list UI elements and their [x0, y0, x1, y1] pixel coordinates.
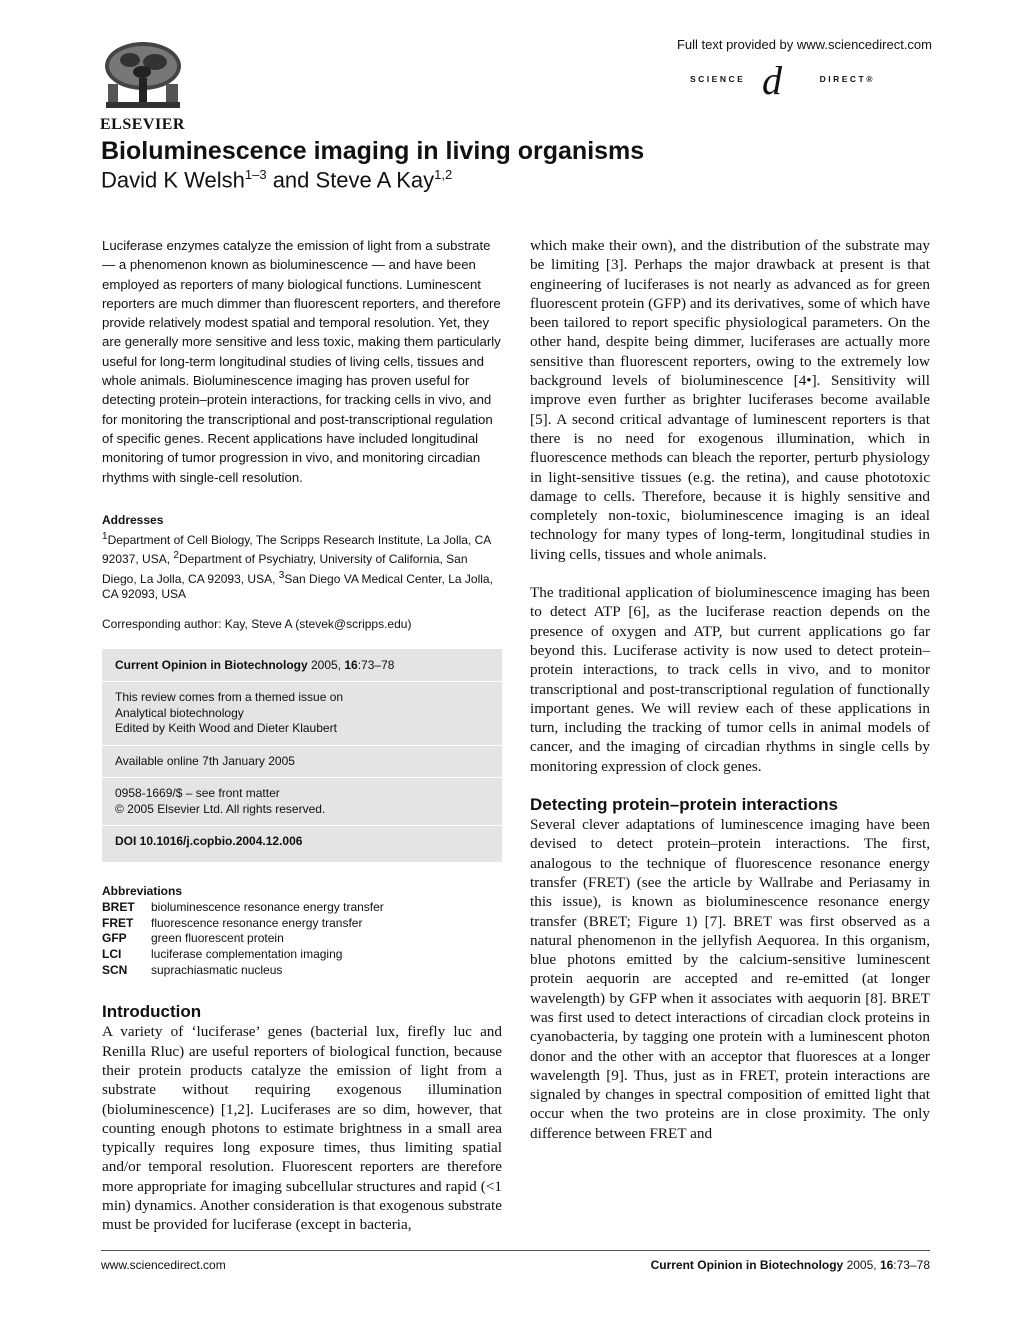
article-title: Bioluminescence imaging in living organisms	[101, 137, 645, 165]
abbreviation-row	[102, 963, 384, 979]
editors-line: Edited by Keith Wood and Dieter Klaubert	[115, 721, 337, 736]
abbreviations-heading: Abbreviations	[102, 883, 183, 898]
sciencedirect-logo[interactable]	[690, 58, 875, 103]
section-paragraph: Several clever adaptations of luminescence imaging have been devised to detect protein–protein interactions. The first, analogous to the technique of fluorescence resonance energy transfer (FRET) (see the article by Wallrabe and Periasamy in this issue), is known as bioluminescence resonance energy transfer (BRET; Figure 1) [7]. BRET was first observed as a natural phenomenon in the jellyfish Aequorea. In this organism, blue photons emitted by the calcium-sensitive luminescent protein aequorin are accepted and re-emitted (at longer wavelength) by GFP when it associates with aequorin [8]. BRET was first used to detect interactions of circadian clock proteins in cyanobacteria, by tagging one protein with a luminescent photon donor and the other with an acceptor that fluoresces at a longer wavelength [9]. Thus, just as in FRET, protein interactions are signaled by changes in spectral composition of emitted light that occur when the two proteins are in close proximity. The only difference between FRET and	[530, 816, 930, 1142]
address-sup: 1	[102, 530, 108, 542]
sd-logo-left: SCIENCE	[690, 74, 746, 84]
doi-line[interactable]: DOI 10.1016/j.copbio.2004.12.006	[115, 834, 303, 849]
corresponding-author: Corresponding author: Kay, Steve A (stevek@scripps.edu)	[102, 616, 412, 631]
address-sup: 3	[278, 569, 285, 581]
divider	[102, 681, 502, 682]
author-name: David K Welsh	[101, 167, 245, 193]
abbreviation-definition: green fluorescent protein	[151, 931, 284, 946]
section-heading: Detecting protein–protein interactions	[530, 795, 838, 815]
introduction-heading: Introduction	[102, 1002, 202, 1022]
abbreviation: GFP	[102, 931, 127, 946]
copyright-line: © 2005 Elsevier Ltd. All rights reserved.	[115, 801, 326, 816]
abbreviation-row	[102, 916, 384, 932]
footer-year: 2005,	[843, 1258, 880, 1272]
abstract: Luciferase enzymes catalyze the emission of light from a substrate — a phenomenon known as bioluminescence — and have been employed as reporters of many biological functions. Luminescent reporters are much dimmer than fluorescent reporters, and therefore provide relatively modest spatial and temporal resolution. Yet, they are generally more sensitive and less toxic, making them particularly useful for long-term longitudinal studies of living cells, tissues and whole animals. Bioluminescence imaging has proven useful for detecting protein–protein interactions, for tracking cells in vivo, and for monitoring the transcriptional and post-transcriptional regulation of specific genes. Recent applications have included longitudinal monitoring of tumor progression in vivo, and monitoring circadian rhythms with single-cell resolution.	[102, 238, 501, 485]
author-name: Steve A Kay	[315, 167, 435, 193]
abbreviation-row	[102, 900, 384, 916]
abbreviation: BRET	[102, 899, 135, 914]
abbreviation-row	[102, 947, 384, 963]
address-text: Department of Psychiatry, University of California, San Diego, La Jolla, CA 92093, USA,	[102, 552, 468, 586]
themed-issue-line: This review comes from a themed issue on	[115, 690, 344, 705]
author-line	[101, 167, 452, 193]
issn-line: 0958-1669/$ – see front matter	[115, 786, 280, 801]
fulltext-notice[interactable]: Full text provided by www.sciencedirect.com	[676, 37, 932, 52]
abbreviation-definition: luciferase complementation imaging	[151, 946, 343, 961]
tree-emblem-icon	[100, 40, 186, 112]
elsevier-logo	[100, 40, 186, 134]
sd-logo-mark: d	[762, 58, 782, 103]
abbreviation-row	[102, 931, 384, 947]
abbreviation: LCI	[102, 946, 122, 961]
author-affiliation-sup: 1–3	[244, 167, 267, 182]
journal-year: 2005,	[307, 657, 345, 672]
author-separator: and	[266, 167, 316, 193]
themed-issue-name: Analytical biotechnology	[115, 705, 244, 720]
publisher-name: ELSEVIER	[100, 116, 185, 133]
footer-rule	[101, 1250, 930, 1251]
divider	[102, 825, 502, 826]
footer-pages: :73–78	[893, 1258, 930, 1272]
abbreviation-definition: suprachiasmatic nucleus	[151, 962, 283, 977]
divider	[102, 777, 502, 778]
abbreviation: SCN	[102, 962, 128, 977]
introduction-paragraph-continued: which make their own), and the distribution of the substrate may be limiting [3]. Perhaps the major drawback at present is that engineering of luciferases is not nearly as advanced as for green fluorescent protein (GFP) and its derivatives, some of which have been tailored to report specific physiological parameters. On the other hand, despite being dimmer, luciferases are actually more sensitive than fluorescent reporters, owing to the extremely low background levels of bioluminescence [4•]. Sensitivity will improve even further as brighter luciferases become available [5]. A second critical advantage of luminescent reporters is that there is no need for exogenous illumination, which in fluorescence methods can bleach the reporter, perturb physiology in light-sensitive tissues (e.g. the retina), and cause phototoxic damage to cells. Therefore, because it is highly sensitive and completely non-toxic, bioluminescence imaging is an ideal technology for many types of long-term, longitudinal studies in living cells, tissues and whole animals.	[530, 237, 930, 563]
footer-website[interactable]: www.sciencedirect.com	[101, 1258, 226, 1272]
footer-journal: Current Opinion in Biotechnology	[650, 1258, 844, 1272]
journal-citation	[115, 658, 489, 674]
available-online: Available online 7th January 2005	[115, 753, 295, 768]
abbreviation: FRET	[102, 915, 134, 930]
journal-volume: 16	[344, 657, 358, 672]
sd-logo-right: DIRECT®	[819, 74, 875, 84]
journal-pages: :73–78	[357, 657, 395, 672]
footer-citation	[651, 1258, 930, 1272]
introduction-paragraph: The traditional application of bioluminescence imaging has been to detect ATP [6], as the luciferase reaction depends on the presence of oxygen and ATP, but current applications go far beyond this. Luciferase activity is now used to detect protein–protein interactions, to track cells in vivo, and to monitor transcriptional and post-transcriptional regulation of functionally important genes. We will review each of these applications in turn, including the tracking of tumor cells in animal models of cancer, and the imaging of circadian rhythms in single cells by monitoring expression of clock genes.	[530, 584, 930, 775]
address-text: Department of Cell Biology, The Scripps Research Institute, La Jolla, CA 92037, USA,	[102, 532, 491, 567]
journal-name: Current Opinion in Biotechnology	[115, 657, 308, 672]
abbreviation-definition: fluorescence resonance energy transfer	[151, 915, 363, 930]
article-info-box	[102, 649, 502, 862]
address-sup: 2	[173, 550, 179, 562]
addresses-heading: Addresses	[102, 512, 164, 527]
abbreviations-table	[102, 900, 384, 979]
footer-volume: 16	[879, 1258, 894, 1272]
addresses	[102, 529, 502, 603]
address-text: San Diego VA Medical Center, La Jolla, CA 92093, USA	[102, 571, 493, 602]
divider	[102, 745, 502, 746]
abbreviation-definition: bioluminescence resonance energy transfer	[151, 899, 384, 914]
author-affiliation-sup: 1,2	[434, 167, 453, 182]
introduction-paragraph: A variety of ‘luciferase’ genes (bacterial lux, firefly luc and Renilla Rluc) are useful reporters of biological function, because their protein products catalyze the emission of light from a substrate without requiring exogenous illumination (bioluminescence) [1,2]. Luciferases are so dim, however, that counting enough photons to estimate brightness in a small area typically requires long exposure times, thus limiting spatial and/or temporal resolution. Fluorescent reporters are therefore more appropriate for imaging subcellular structures and rapid (<1 min) dynamics. Another consideration is that exogenous substrate must be provided for luciferase (except in bacteria,	[102, 1023, 502, 1234]
